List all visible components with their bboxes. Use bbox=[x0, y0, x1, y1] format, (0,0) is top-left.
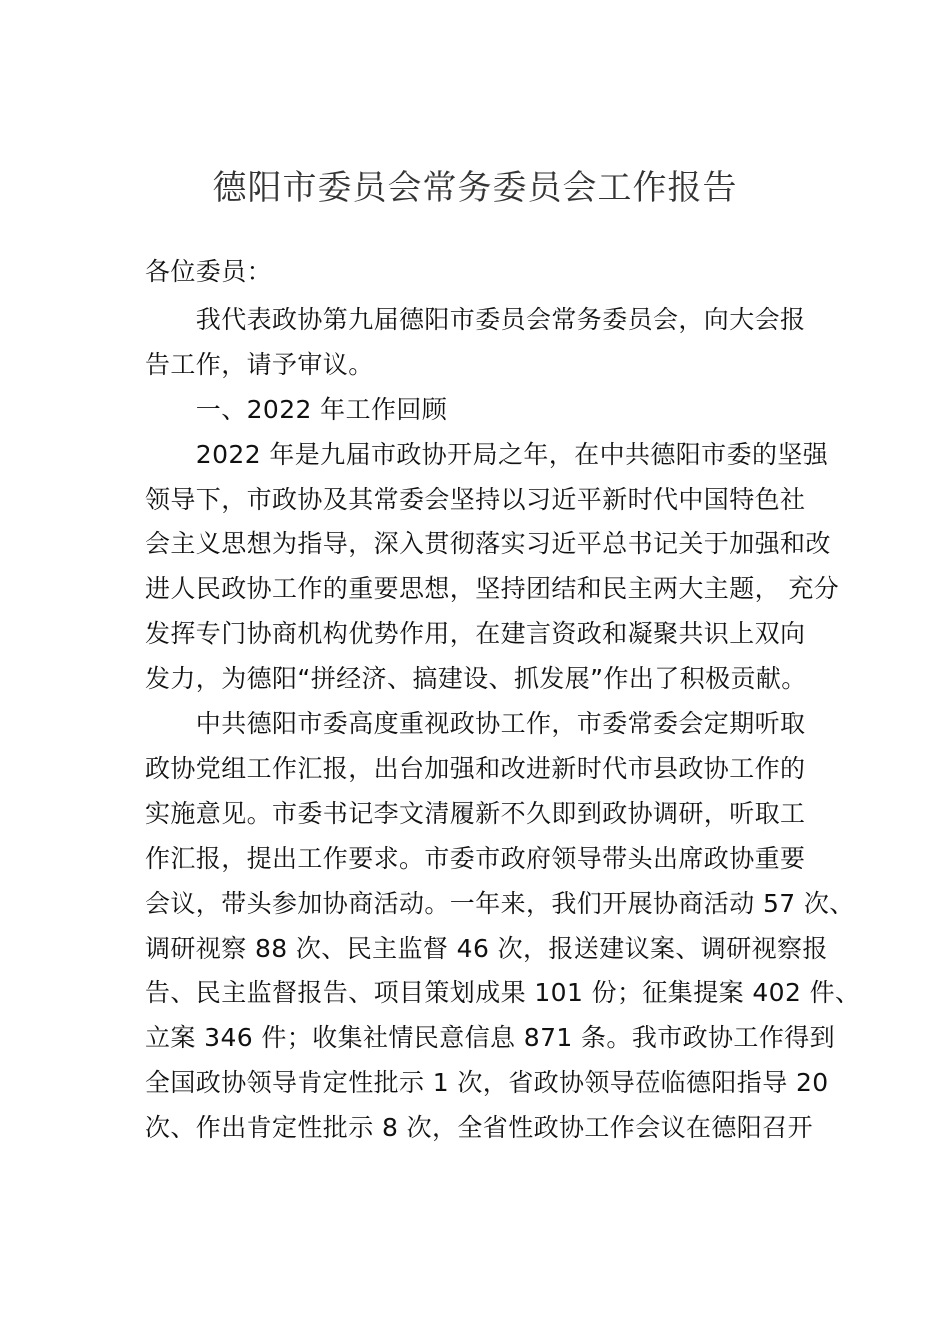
paragraph-line: 次、作出肯定性批示 8 次，全省性政协工作会议在德阳召开 bbox=[145, 1113, 814, 1142]
paragraph-line: 中共德阳市委高度重视政协工作，市委常委会定期听取 bbox=[145, 709, 806, 738]
paragraph-line: 我代表政协第九届德阳市委员会常务委员会，向大会报 bbox=[145, 305, 806, 334]
paragraph-line: 作汇报，提出工作要求。市委市政府领导带头出席政协重要 bbox=[145, 844, 806, 873]
salutation: 各位委员： bbox=[145, 257, 273, 286]
paragraph-line: 政协党组工作汇报，出台加强和改进新时代市县政协工作的 bbox=[145, 754, 806, 783]
paragraph-line: 发力，为德阳“拼经济、搞建设、抓发展”作出了积极贡献。 bbox=[145, 664, 807, 693]
paragraph-line: 会议，带头参加协商活动。一年来，我们开展协商活动 57 次、 bbox=[145, 889, 855, 918]
paragraph-line: 发挥专门协商机构优势作用，在建言资政和凝聚共识上双向 bbox=[145, 619, 806, 648]
paragraph-line: 实施意见。市委书记李文清履新不久即到政协调研，听取工 bbox=[145, 799, 806, 828]
paragraph-line: 告工作，请予审议。 bbox=[145, 350, 374, 379]
paragraph-line: 告、民主监督报告、项目策划成果 101 份；征集提案 402 件、 bbox=[145, 978, 861, 1007]
paragraph-line: 进人民政协工作的重要思想，坚持团结和民主两大主题， 充分 bbox=[145, 574, 840, 603]
paragraph-line: 全国政协领导肯定性批示 1 次，省政协领导莅临德阳指导 20 bbox=[145, 1068, 829, 1097]
document-title: 德阳市委员会常务委员会工作报告 bbox=[212, 168, 738, 208]
paragraph-line: 会主义思想为指导，深入贯彻落实习近平总书记关于加强和改 bbox=[145, 529, 831, 558]
paragraph-line: 领导下，市政协及其常委会坚持以习近平新时代中国特色社 bbox=[145, 485, 806, 514]
paragraph-line: 一、2022 年工作回顾 bbox=[145, 395, 448, 424]
paragraph-line: 2022 年是九届市政协开局之年，在中共德阳市委的坚强 bbox=[145, 440, 829, 469]
paragraph-line: 调研视察 88 次、民主监督 46 次，报送建议案、调研视察报 bbox=[145, 934, 828, 963]
paragraph-line: 立案 346 件；收集社情民意信息 871 条。我市政协工作得到 bbox=[145, 1023, 836, 1052]
